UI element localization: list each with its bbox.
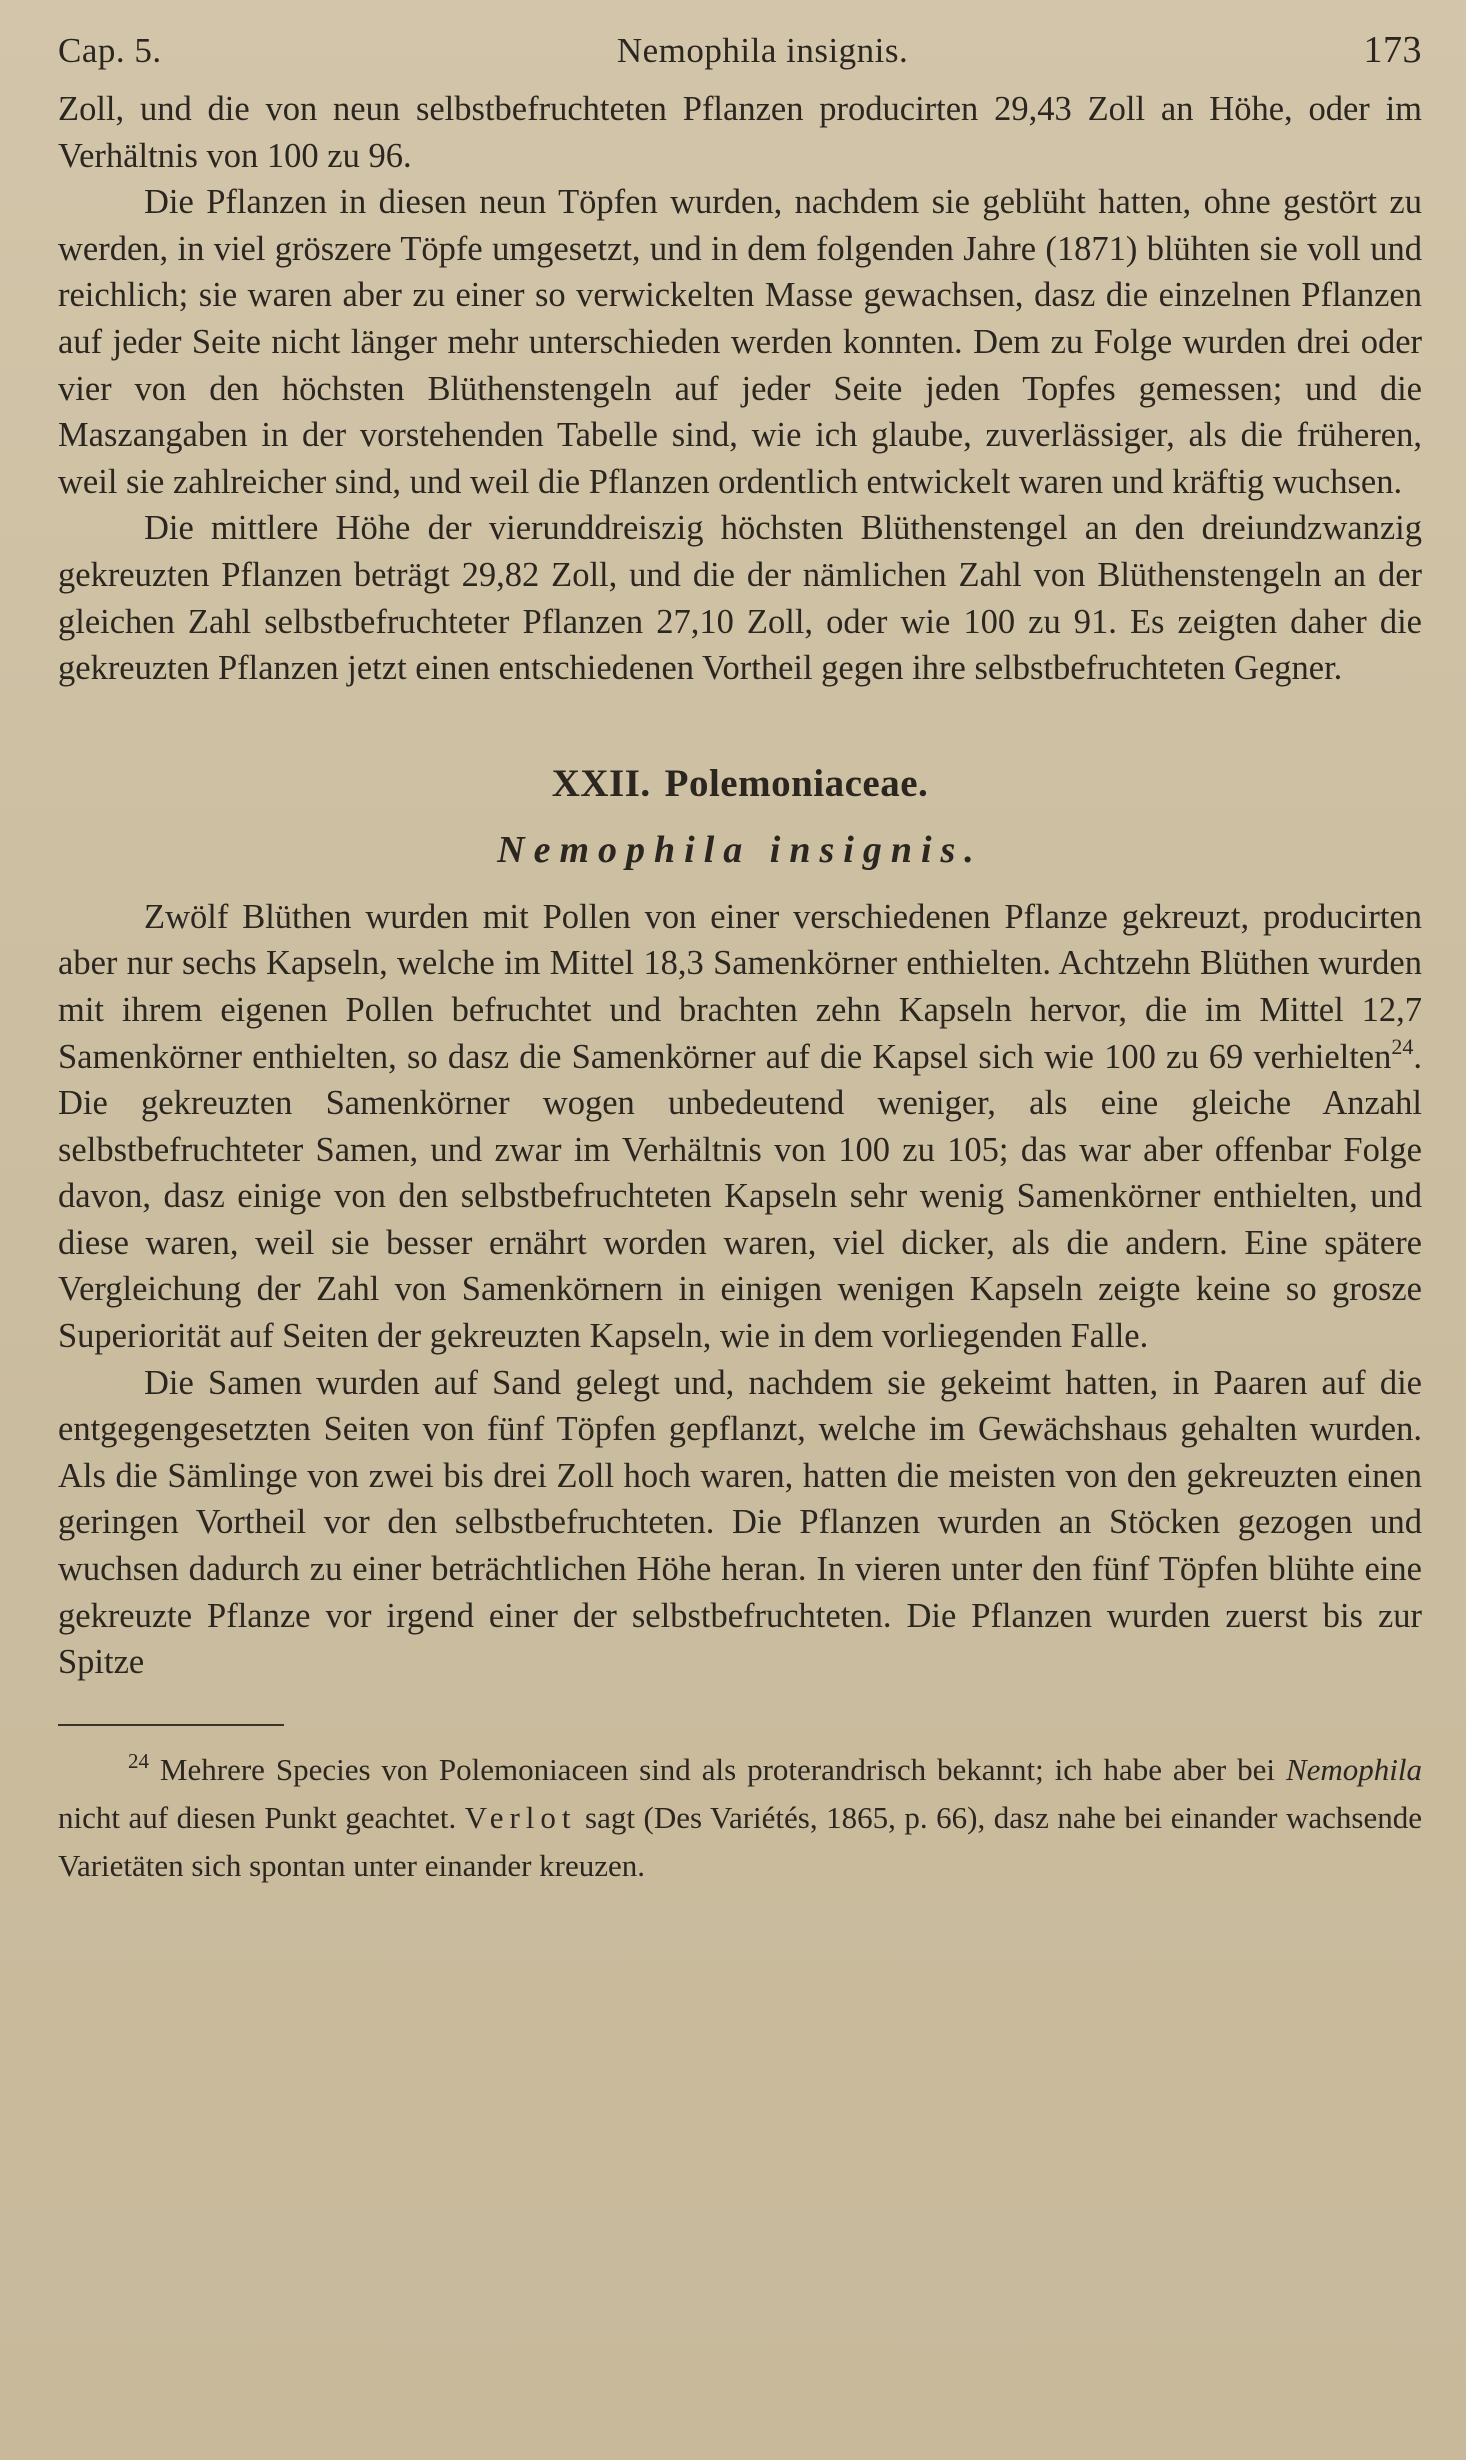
species-heading: Nemophila insignis. [497,828,983,871]
running-head [58,28,1422,86]
footnote-reference: 24 [1391,1033,1414,1059]
section-heading [58,752,1422,816]
footnote-marker: 24 [128,1748,149,1773]
footnote-text [58,1746,1422,1890]
running-title: Nemophila insignis. [616,31,909,70]
body-text [58,86,1422,1686]
section-number: XXII. [551,761,651,805]
paragraph [58,894,1422,1360]
paragraph-text: . Die gekreuzten Samenkörner wogen unbedeutend weniger, als eine gleiche Anzahl selbstbefruchteter Samen, und zwar im Verhältnis von 100 zu 105; das war aber offenbar Folge davon, dasz einige von den selbstbefruchteten Kapseln sehr wenig Samenkörner enthielten, und diese waren, weil sie besser ernährt worden waren, viel dicker, als die andern. Eine spätere Vergleichung der Zahl von Samenkörnern in einigen wenigen Kapseln zeigte keine so grosze Superiorität auf Seiten der gekreuzten Kapseln, wie in dem vorliegenden Falle. [58,1037,1422,1356]
footnote [58,1746,1422,1890]
footnote-rule [58,1724,284,1726]
family-name: Polemoniaceae. [664,761,929,805]
paragraph-continued: Zoll, und die von neun selbstbefruchteten Pflanzen producirten 29,43 Zoll an Höhe, oder im Verhältnis von 100 zu 96. [58,90,1422,175]
chapter-label: Cap. 5. [58,31,162,70]
paragraph: Die Samen wurden auf Sand gelegt und, nachdem sie gekeimt hatten, in Paaren auf die entgegengesetzten Seiten von fünf Töpfen gepflanzt, welche im Gewächshaus gehalten wurden. Als die Sämlinge von zwei bis drei Zoll hoch waren, hatten die meisten von den gekreuzten einen geringen Vortheil vor den selbstbefruchteten. Die Pflanzen wurden an Stöcken gezogen und wuchsen dadurch zu einer beträchtlichen Höhe heran. In vieren unter den fünf Töpfen blühte eine gekreuzte Pflanze vor irgend einer der selbstbefruchteten. Die Pflanzen wurden zuerst bis zur Spitze [58,1363,1422,1682]
paragraph: Die Pflanzen in diesen neun Töpfen wurden, nachdem sie geblüht hatten, ohne gestört zu werden, in viel gröszere Töpfe umgesetzt, und in dem folgenden Jahre (1871) blühten sie voll und reichlich; sie waren aber zu einer so verwickelten Masse gewachsen, dasz die einzelnen Pflanzen auf jeder Seite nicht länger mehr unterschieden werden konnten. Dem zu Folge wurden drei oder vier von den höchsten Blüthenstengeln auf jeder Seite jeden Topfes gemessen; und die Maszangaben in der vorstehenden Tabelle sind, wie ich glaube, zuverlässiger, als die früheren, weil sie zahlreicher sind, und weil die Pflanzen ordentlich entwickelt waren und kräftig wuchsen. [58,183,1422,501]
footnote-text-part: sagt (Des Variétés, 1865, p. 66), dasz nahe bei einander wachsende Varietäten sich spontan unter einander kreuzen. [58,1799,1423,1883]
section-spacer [58,692,1422,752]
cited-author: Verlot [464,1799,577,1835]
paragraph-text: Zwölf Blüthen wurden mit Pollen von einer verschiedenen Pflanze gekreuzt, producirten aber nur sechs Kapseln, welche im Mittel 18,3 Samenkörner enthielten. Achtzehn Blüthen wurden mit ihrem eigenen Pollen befruchtet und brachten zehn Kapseln hervor, die im Mittel 12,7 Samenkörner enthielten, so dasz die Samenkörner auf die Kapsel sich wie 100 zu 69 verhielten [58,897,1422,1076]
page-number: 173 [1363,29,1422,71]
footnote-text-part: Mehrere Species von Polemoniaceen sind als proterandrisch bekannt; ich habe aber bei [159,1751,1276,1787]
genus-name: Nemophila [1285,1751,1423,1787]
footnote-text-part: nicht auf diesen Punkt geachtet. [58,1799,457,1835]
paragraph: Die mittlere Höhe der vierunddreiszig höchsten Blüthenstengel an den dreiundzwanzig gekreuzten Pflanzen beträgt 29,82 Zoll, und die der nämlichen Zahl von Blüthenstengeln an der gleichen Zahl selbstbefruchteter Pflanzen 27,10 Zoll, oder wie 100 zu 91. Es zeigten daher die gekreuzten Pflanzen jetzt einen entschiedenen Vortheil gegen ihre selbstbefruchteten Gegner. [58,509,1422,688]
